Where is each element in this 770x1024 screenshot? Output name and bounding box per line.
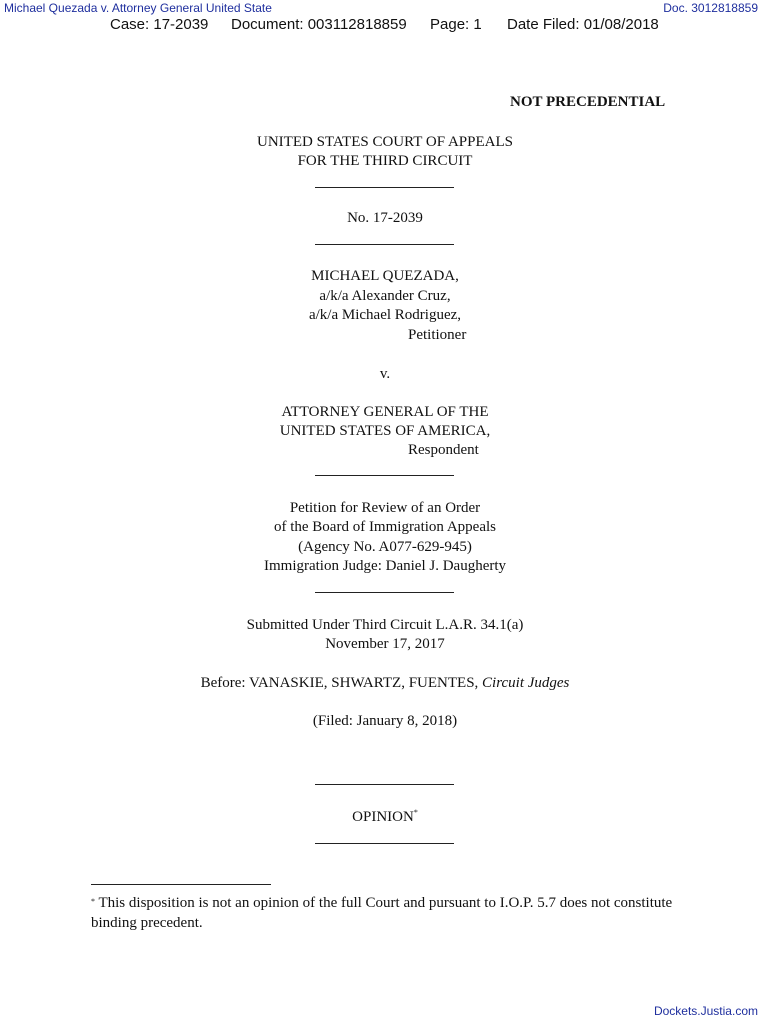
court-name-line2: FOR THE THIRD CIRCUIT (297, 153, 473, 169)
panel-judges-title: Circuit Judges (482, 675, 570, 691)
divider (315, 475, 454, 476)
divider (315, 784, 454, 785)
divider (315, 187, 454, 188)
immigration-judge: Immigration Judge: Daniel J. Daugherty (263, 558, 507, 574)
footnote-text: This disposition is not an opinion of the full Court and pursuant to I.O.P. 5.7 does not constitute binding precedent. (91, 895, 673, 931)
respondent-role: Respondent (408, 442, 479, 458)
versus: v. (379, 366, 391, 382)
petition-line: of the Board of Immigration Appeals (273, 519, 497, 535)
footnote-mark: * (413, 808, 418, 817)
petitioner-name: MICHAEL QUEZADA, (311, 268, 459, 284)
court-name-line1: UNITED STATES COURT OF APPEALS (257, 134, 513, 150)
submitted-date: November 17, 2017 (325, 636, 445, 652)
document-number: Document: 003112818859 (231, 16, 407, 33)
petition-line: Petition for Review of an Order (289, 500, 481, 516)
respondent-name-line2: UNITED STATES OF AMERICA, (279, 423, 491, 439)
dockets-justia-link[interactable]: Dockets.Justia.com (653, 1004, 758, 1018)
panel-judges (0, 675, 770, 692)
divider (315, 592, 454, 593)
not-precedential-label: NOT PRECEDENTIAL (510, 94, 666, 110)
date-filed: Date Filed: 01/08/2018 (507, 16, 659, 33)
footnote-mark: * (91, 897, 95, 906)
divider (315, 843, 454, 844)
petitioner-aka: a/k/a Alexander Cruz, (319, 288, 451, 304)
case-number: Case: 17-2039 (110, 16, 209, 33)
filed-date: (Filed: January 8, 2018) (312, 713, 458, 729)
panel-judges-names: Before: VANASKIE, SHWARTZ, FUENTES, (200, 675, 483, 691)
opinion-label: OPINION (352, 809, 414, 825)
case-title-link[interactable]: Michael Quezada v. Attorney General United State (4, 1, 272, 15)
divider (315, 244, 454, 245)
footnote (91, 893, 691, 933)
submitted-line: Submitted Under Third Circuit L.A.R. 34.1(a) (246, 617, 524, 633)
respondent-name-line1: ATTORNEY GENERAL OF THE (281, 404, 489, 420)
case-number-title: No. 17-2039 (347, 210, 423, 226)
footnote-divider (91, 884, 271, 885)
agency-number: (Agency No. A077-629-945) (298, 539, 472, 555)
page-number: Page: 1 (430, 16, 482, 33)
petitioner-aka: a/k/a Michael Rodriguez, (308, 307, 462, 323)
petitioner-role: Petitioner (408, 327, 467, 343)
opinion-heading (0, 809, 770, 826)
doc-number-link[interactable]: Doc. 3012818859 (663, 1, 758, 15)
